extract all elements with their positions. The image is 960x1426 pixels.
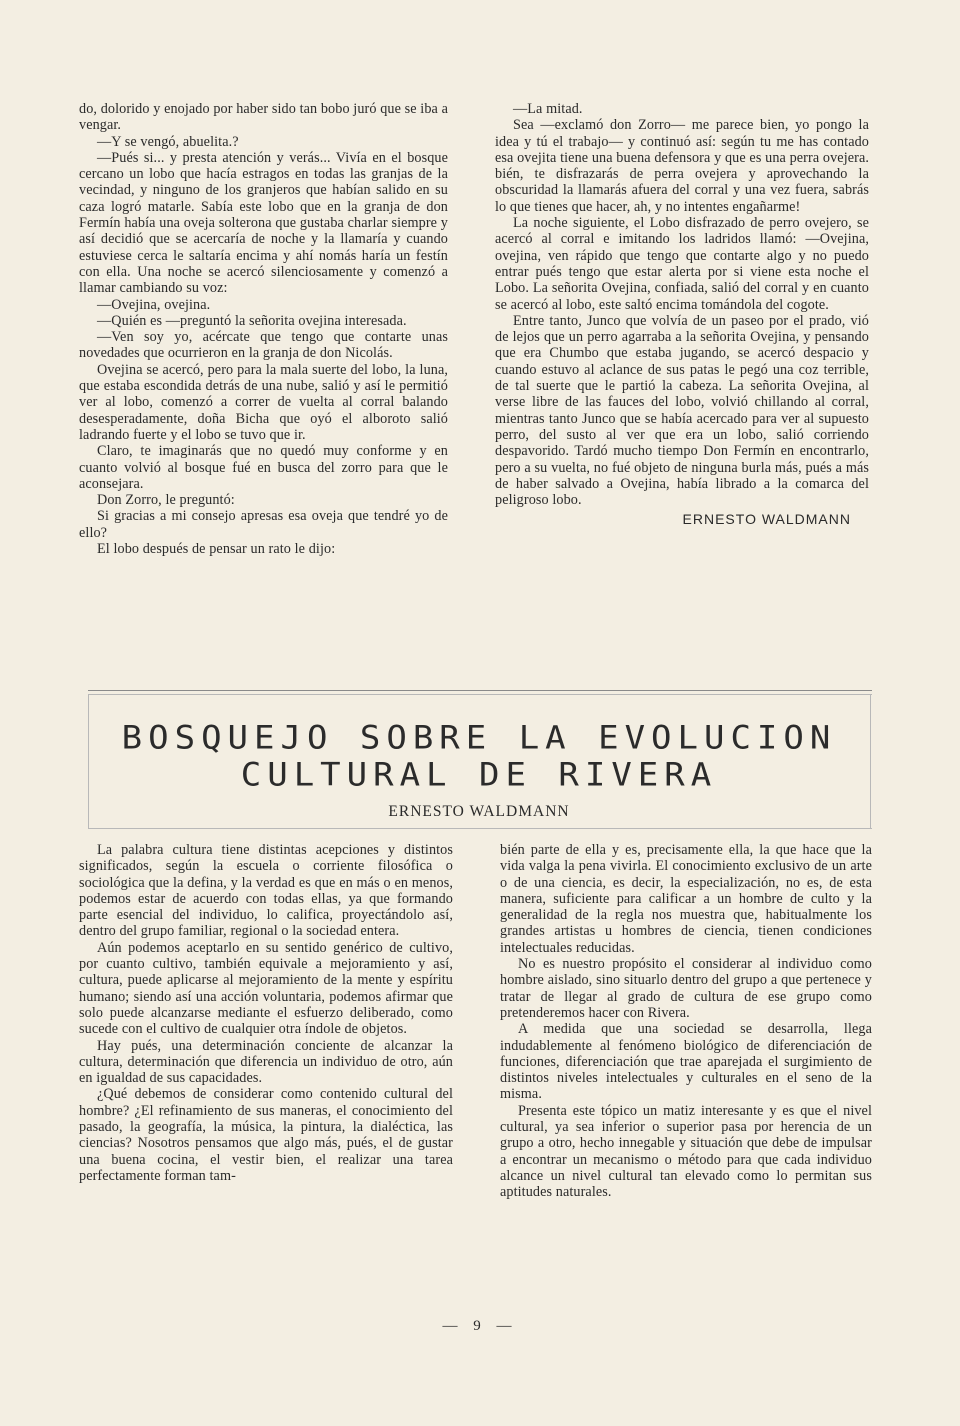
article-paragraph: ¿Qué debemos de considerar como contenido cultural del hombre? ¿El refinamiento de sus maneras, el conocimiento del pasado, la geografía, la música, la pintura, la dialéctica, las ciencias? Nosotros pensamos que algo más, pués, el de gustar una buena cocina, el vestir bien, el realizar una tarea perfectamente forman tam- bbox=[79, 1086, 453, 1184]
article-paragraph: A medida que una sociedad se desarrolla, llega indudablemente al fenómeno biológico de diferenciación de funciones, diferenciación que trae aparejada el surgimiento de distintos niveles intelectuales y culturales en el seno de la misma. bbox=[500, 1021, 872, 1103]
title-frame-rule bbox=[88, 828, 872, 829]
article-paragraph: bién parte de ella y es, precisamente ella, la que hace que la vida valga la pena vivirla. El conocimiento exclusivo de un arte o de una ciencia, es decir, la especialización, no es, de esta manera, suficiente para calificar a un hombre de culto y la generalidad de la regla nos muestra que, habitualmente los grandes artistas u hombres de ciencia, tienen condiciones intelectuales reducidas. bbox=[500, 842, 872, 956]
story-paragraph: do, dolorido y enojado por haber sido tan bobo juró que se iba a vengar. bbox=[79, 101, 448, 134]
story-paragraph: Si gracias a mi consejo apresas esa oveja que tendré yo de ello? bbox=[79, 508, 448, 541]
story-paragraph: —Pués si... y presta atención y verás... Vivía en el bosque cercano un lobo que hacía estragos en todas las granjas de la vecindad, y ninguno de los granjeros que habían salido en su caza logró matarle. Sabía este lobo que en la granja de don Fermín había una oveja solterona que gustaba charlar siempre y así decidió que se acercaría de noche y la llamaría y cuando estuviese cerca le saltaría encima y ahí nomás haría un festín con ella. Una noche se acercó silenciosamente y comenzó a llamar cambiando su voz: bbox=[79, 149, 448, 297]
story-paragraph: Claro, te imaginarás que no quedó muy conforme y en cuanto volvió al bosque fué en busca del zorro para que le aconsejara. bbox=[79, 443, 448, 492]
article-left-column bbox=[79, 842, 453, 1184]
page-number: — 9 — bbox=[442, 1318, 518, 1334]
story-paragraph: —Ven soy yo, acércate que tengo que contarte unas novedades que ocurrieron en la granja de don Nicolás. bbox=[79, 329, 448, 362]
title-frame-rule bbox=[88, 690, 872, 691]
story-paragraph: Ovejina se acercó, pero para la mala suerte del lobo, la luna, que estaba escondida detrás de una nube, salió y así le permitió ver al lobo, comenzó a correr de vuelta al corral balando desesperadamente, doña Bicha que oyó el alboroto salió ladrando fuerte y el lobo se tuvo que ir. bbox=[79, 361, 448, 443]
story-paragraph: —Quién es —preguntó la señorita ovejina interesada. bbox=[97, 312, 407, 329]
article-paragraph: La palabra cultura tiene distintas acepciones y distintos significados, según la escuela o corriente filosófica o sociológica que la defina, y la verdad es que en más o en menos, podemos estar de acuerdo con todas ellas, ya que formando parte esencial del individuo, lo califica, proyectándolo así, dentro del grupo familiar, regional o la sociedad entera. bbox=[79, 842, 453, 940]
article-title-line-1: BOSQUEJO SOBRE LA EVOLUCION bbox=[121, 719, 837, 757]
article-paragraph: Aún podemos aceptarlo en su sentido genérico de cultivo, por cuanto cultivo, también equivale a mejoramiento y así, cultura, puede aplicarse al mejoramiento de la mente y espíritu humano; siendo así una acción voluntaria, podemos afirmar que solo puede alcanzarse mediante el esfuerzo deliberado, como sucede con el cultivo de cualquier otra índole de objetos. bbox=[79, 939, 453, 1038]
story-paragraph: El lobo después de pensar un rato le dijo: bbox=[97, 541, 336, 558]
story-paragraph: —La mitad. bbox=[513, 101, 583, 117]
title-frame-side bbox=[870, 694, 871, 828]
story-paragraph: —Y se vengó, abuelita.? bbox=[97, 133, 239, 150]
story-paragraph: La noche siguiente, el Lobo disfrazado de perro ovejero, se acercó al corral e imitando los ladridos llamó: —Ovejina, ovejina, ven rápido que tengo que contarte algo y no puedo entrar pués tengo que estar alerta por si viene esta noche el Lobo. La señorita Ovejina, confiada, salió del corral y en cuanto se acercó al lobo, este saltó encima tomándola del cogote. bbox=[495, 215, 869, 313]
article-right-column bbox=[500, 842, 872, 1201]
story-paragraph: Don Zorro, le preguntó: bbox=[97, 492, 235, 509]
article-paragraph: Hay pués, una determinación conciente de alcanzar la cultura, determinación que diferencia un individuo de otro, aún en igualdad de sus capacidades. bbox=[79, 1037, 453, 1087]
story-paragraph: Sea —exclamó don Zorro— me parece bien, yo pongo la idea y tú el trabajo— y continuó así: según tu me has contado esa ovejita tiene una buena defensora y que es una perra ovejera. bién, te disfrazarás de perra ovejera y aprovechando la obscuridad la llamarás afuera del corral y una vez fuera, sabrás lo que tienes que hacer, ah, y no intentes engañarme! bbox=[495, 117, 869, 215]
story-left-column bbox=[79, 101, 448, 557]
story-paragraph: —Ovejina, ovejina. bbox=[97, 296, 211, 313]
article-paragraph: Presenta este tópico un matiz interesante y es que el nivel cultural, ya sea inferior o superior pasa por herencia de un grupo a otro, hecho innegable y situación que debe de impulsar a encontrar un mecanismo o método para que cada individuo alcance un nivel cultural tan elevado como lo permitan sus aptitudes naturales. bbox=[500, 1102, 872, 1201]
article-paragraph: No es nuestro propósito el considerar al individuo como hombre aislado, sino situarlo dentro del grupo a que pertenece y tratar de llegar al grado de cultura de ese grupo como pretenderemos hacer con Rivera. bbox=[500, 956, 872, 1021]
story-paragraph: Entre tanto, Junco que volvía de un paseo por el prado, vió de lejos que un perro agarraba a la señorita Ovejina, y pensando que era Chumbo que estaba jugando, se acercó despacio y cuando estuvo al aclance de sus patas le pegó una coz terrible, de tal suerte que le partió la cabeza. La señorita Ovejina, al verse libre de las fauces del lobo, volvió chillando al corral, mientras tanto Junco que se había acercado para ver al supuesto perro, del susto al ver que era un lobo, salió corriendo despavorido. Tardó mucho tiempo Don Fermín en encontrarlo, pero a su vuelta, no fué objeto de ninguna burla más, pués a más de haber salvado a Ovejina, había librado a la comarca del peligroso lobo. bbox=[495, 312, 869, 509]
article-author: ERNESTO WALDMANN bbox=[388, 803, 570, 820]
story-signature: ERNESTO WALDMANN bbox=[682, 511, 851, 528]
story-right-column bbox=[495, 101, 869, 528]
article-title-line-2: CULTURAL DE RIVERA bbox=[240, 756, 718, 794]
title-frame-rule bbox=[88, 694, 872, 695]
